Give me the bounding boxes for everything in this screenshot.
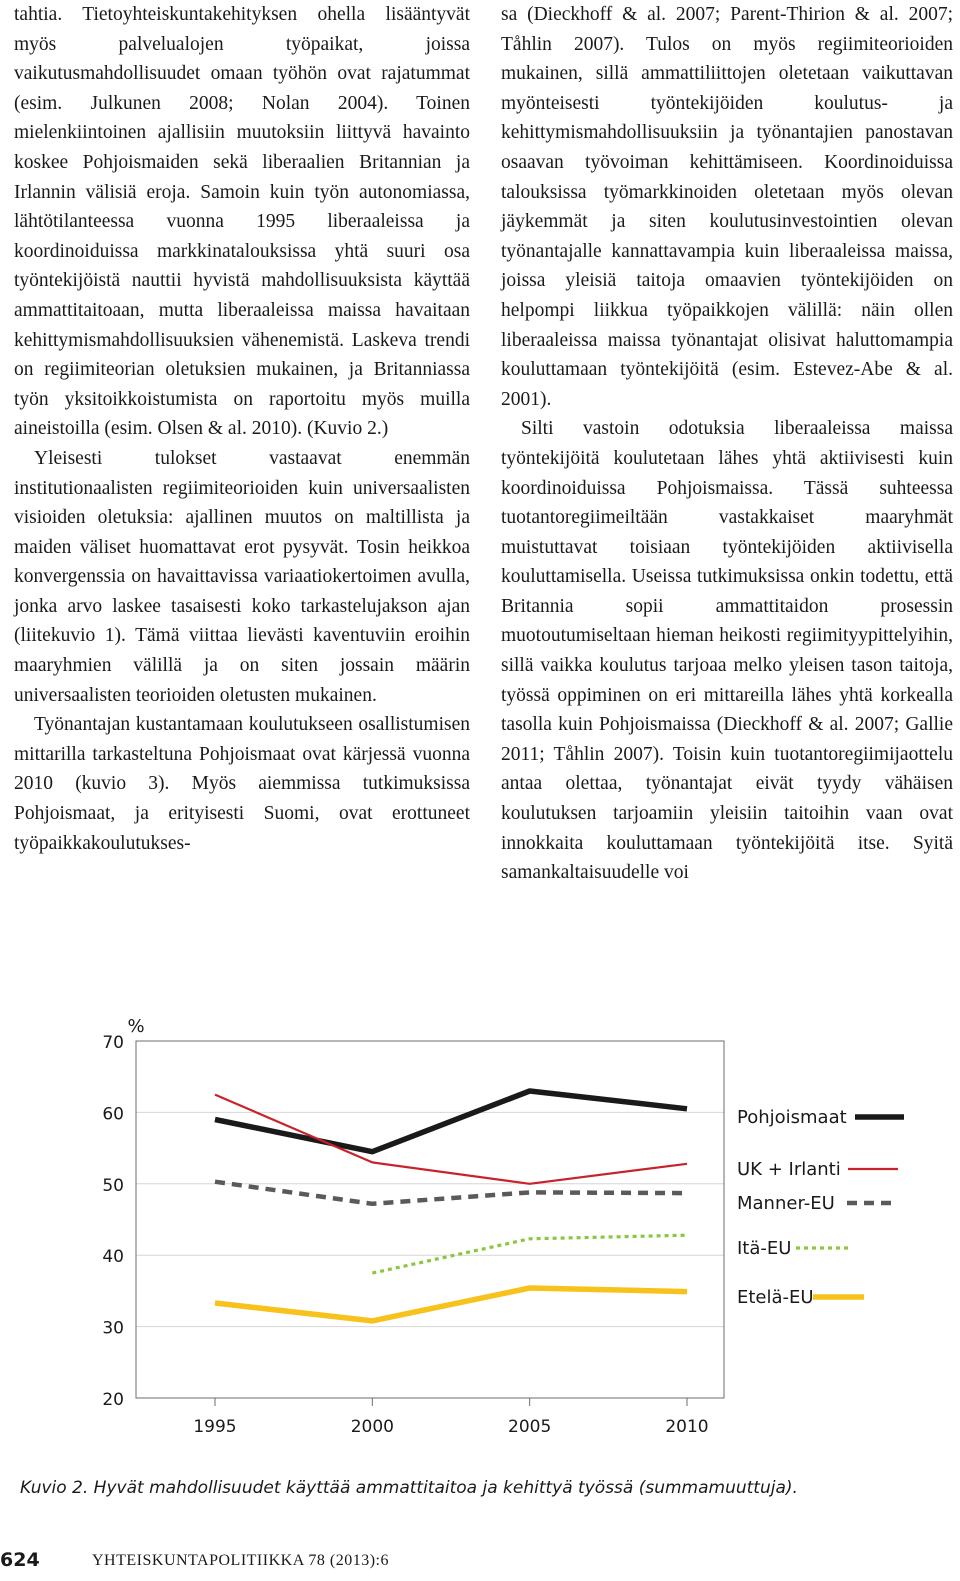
legend-label: Itä-EU xyxy=(737,1238,792,1259)
x-tick-label: 2000 xyxy=(350,1417,394,1437)
plot-frame xyxy=(136,1041,724,1398)
legend-label: Pohjoismaat xyxy=(737,1107,847,1128)
y-tick-label: 50 xyxy=(102,1175,124,1196)
y-tick-label: 40 xyxy=(102,1247,124,1268)
paragraph: Silti vastoin odotuksia liberaaleissa maissa työntekijöitä koulutetaan lähes yhtä aktiivisesti kuin koordinoiduissa Pohjoismaissa. Tässä suhteessa tuotantoregiimeiltään vastakkaiset maaryhmät muistuttavat toisiaan työntekijöiden aktiivisella kouluttamisella. Useissa tutkimuksissa onkin todettu, että Britannia sopii ammattitaidon prosessin muotoutumiseltaan hieman heikosti regiimityypittelyihin, sillä vaikka koulutus tarjoaa melko yleisen tason taitoja, työssä oppiminen on eri mittareilla lähes yhtä korkealla tasolla kuin Pohjoismaissa (Dieckhoff & al. 2007; Gallie 2011; Tåhlin 2007). Toisin kuin tuotantoregiimijaottelu antaa olettaa, työnantajat eivät tyydy vähäisen koulutuksen tarjoamiin yleisiin taitoihin vaan ovat innokkaita kouluttamaan työntekijöitä itse. Syitä samankaltaisuudelle voi xyxy=(501,418,953,884)
x-tick-label: 2010 xyxy=(665,1417,709,1437)
text-column-right xyxy=(501,0,953,888)
chart-series xyxy=(215,1091,687,1321)
legend-label: UK + Irlanti xyxy=(737,1159,841,1180)
paragraph: tahtia. Tietoyhteiskuntakehityksen ohella lisääntyvät myös palvelualojen työpaikat, joissa vaikutusmahdollisuudet omaan työhön ovat rajatummat (esim. Julkunen 2008; Nolan 2004). Toinen mielenkiintoinen ajallisiin muutoksiin liittyvä havainto koskee Pohjoismaiden sekä liberaalien Britannian ja Irlannin välisiä eroja. Samoin kuin työn autonomiassa, lähtötilanteessa vuonna 1995 liberaaleissa ja koordinoiduissa markkinatalouksissa yhtä suuri osa työntekijöistä nauttii hyvistä mahdollisuuksista käyttää ammattitaitoaan, mutta liberaaleissa maissa havaitaan kehittymismahdollisuuksien vähenemistä. Laskeva trendi on regiimiteorian oletuksien mukainen, ja Britanniassa työn yksitoikkoistumista on raportoitu myös muilla aineistoilla (esim. Olsen & al. 2010). (Kuvio 2.) xyxy=(14,4,470,440)
paragraph: Yleisesti tulokset vastaavat enemmän institutionaalisten regiimiteorioiden kuin universaalisten visioiden oletuksia: ajallinen muutos on maltillista ja maiden väliset huomattavat erot pysyvät. Tosin heikkoa konvergenssia on havaittavissa variaatiokertoimen avulla, jonka arvo laskee tasaisesti koko tarkastelujakson ajan (liitekuvio 1). Tämä viittaa lievästi kaventuviin eroihin maaryhmien välillä ja on siten jossain määrin universaalisten teorioiden oletusten mukainen. xyxy=(14,447,470,706)
paragraph: sa (Dieckhoff & al. 2007; Parent-Thirion & al. 2007; Tåhlin 2007). Tulos on myös regiimiteorioiden mukainen, sillä ammattiliittojen oletetaan vaikuttavan myönteisesti työntekijöiden koulutus- ja kehittymismahdollisuuksiin ja työnantajien panostavan osaavan työvoiman kehittämiseen. Koordinoiduissa talouksissa työmarkkinoiden oletetaan myös olevan jäykemmät ja siten koulutusinvestointien olevan työnantajalle kannattavampia kuin liberaaleissa maissa, joissa yleisiä taitoja omaavien työntekijöiden on helpompi liikkua työpaikkojen välillä: näin ollen liberaaleissa maissa työnantajat olisivat haluttomampia kouluttamaan työntekijöitä (esim. Estevez-Abe & al. 2001). xyxy=(501,4,953,410)
chart-axes xyxy=(102,1016,724,1437)
figure-caption: Kuvio 2. Hyvät mahdollisuudet käyttää ammattitaitoa ja kehittyä työssä (summamuuttuja). xyxy=(20,1478,798,1498)
y-tick-label: 20 xyxy=(102,1390,124,1410)
series-line-etelä-eu xyxy=(215,1288,687,1321)
legend-label: Manner-EU xyxy=(737,1193,835,1214)
series-line-uk-irlanti xyxy=(215,1095,687,1184)
y-tick-label: 70 xyxy=(102,1033,124,1053)
series-line-itä-eu xyxy=(372,1235,687,1273)
y-axis-label: % xyxy=(127,1016,145,1037)
line-chart xyxy=(0,996,960,1476)
chart-gridlines xyxy=(136,1112,724,1326)
x-tick-label: 1995 xyxy=(193,1417,237,1437)
series-line-pohjoismaat xyxy=(215,1091,687,1152)
series-line-manner-eu xyxy=(215,1182,687,1204)
text-column-left xyxy=(14,0,470,858)
y-tick-label: 30 xyxy=(102,1318,124,1339)
journal-name: YHTEISKUNTAPOLITIIKKA 78 (2013):6 xyxy=(92,1552,389,1569)
page-footer xyxy=(0,1549,960,1573)
page-number: 624 xyxy=(0,1549,40,1571)
paragraph: Työnantajan kustantamaan koulutukseen osallistumisen mittarilla tarkasteltuna Pohjoismaat ovat kärjessä vuonna 2010 (kuvio 3). Myös aiemmissa tutkimuksissa Pohjoismaat, ja erityisesti Suomi, ovat erottuneet työpaikkakoulutukses- xyxy=(14,714,470,854)
chart-legend xyxy=(737,1107,904,1308)
y-tick-label: 60 xyxy=(102,1104,124,1125)
x-tick-label: 2005 xyxy=(508,1417,552,1437)
legend-label: Etelä-EU xyxy=(737,1287,814,1308)
